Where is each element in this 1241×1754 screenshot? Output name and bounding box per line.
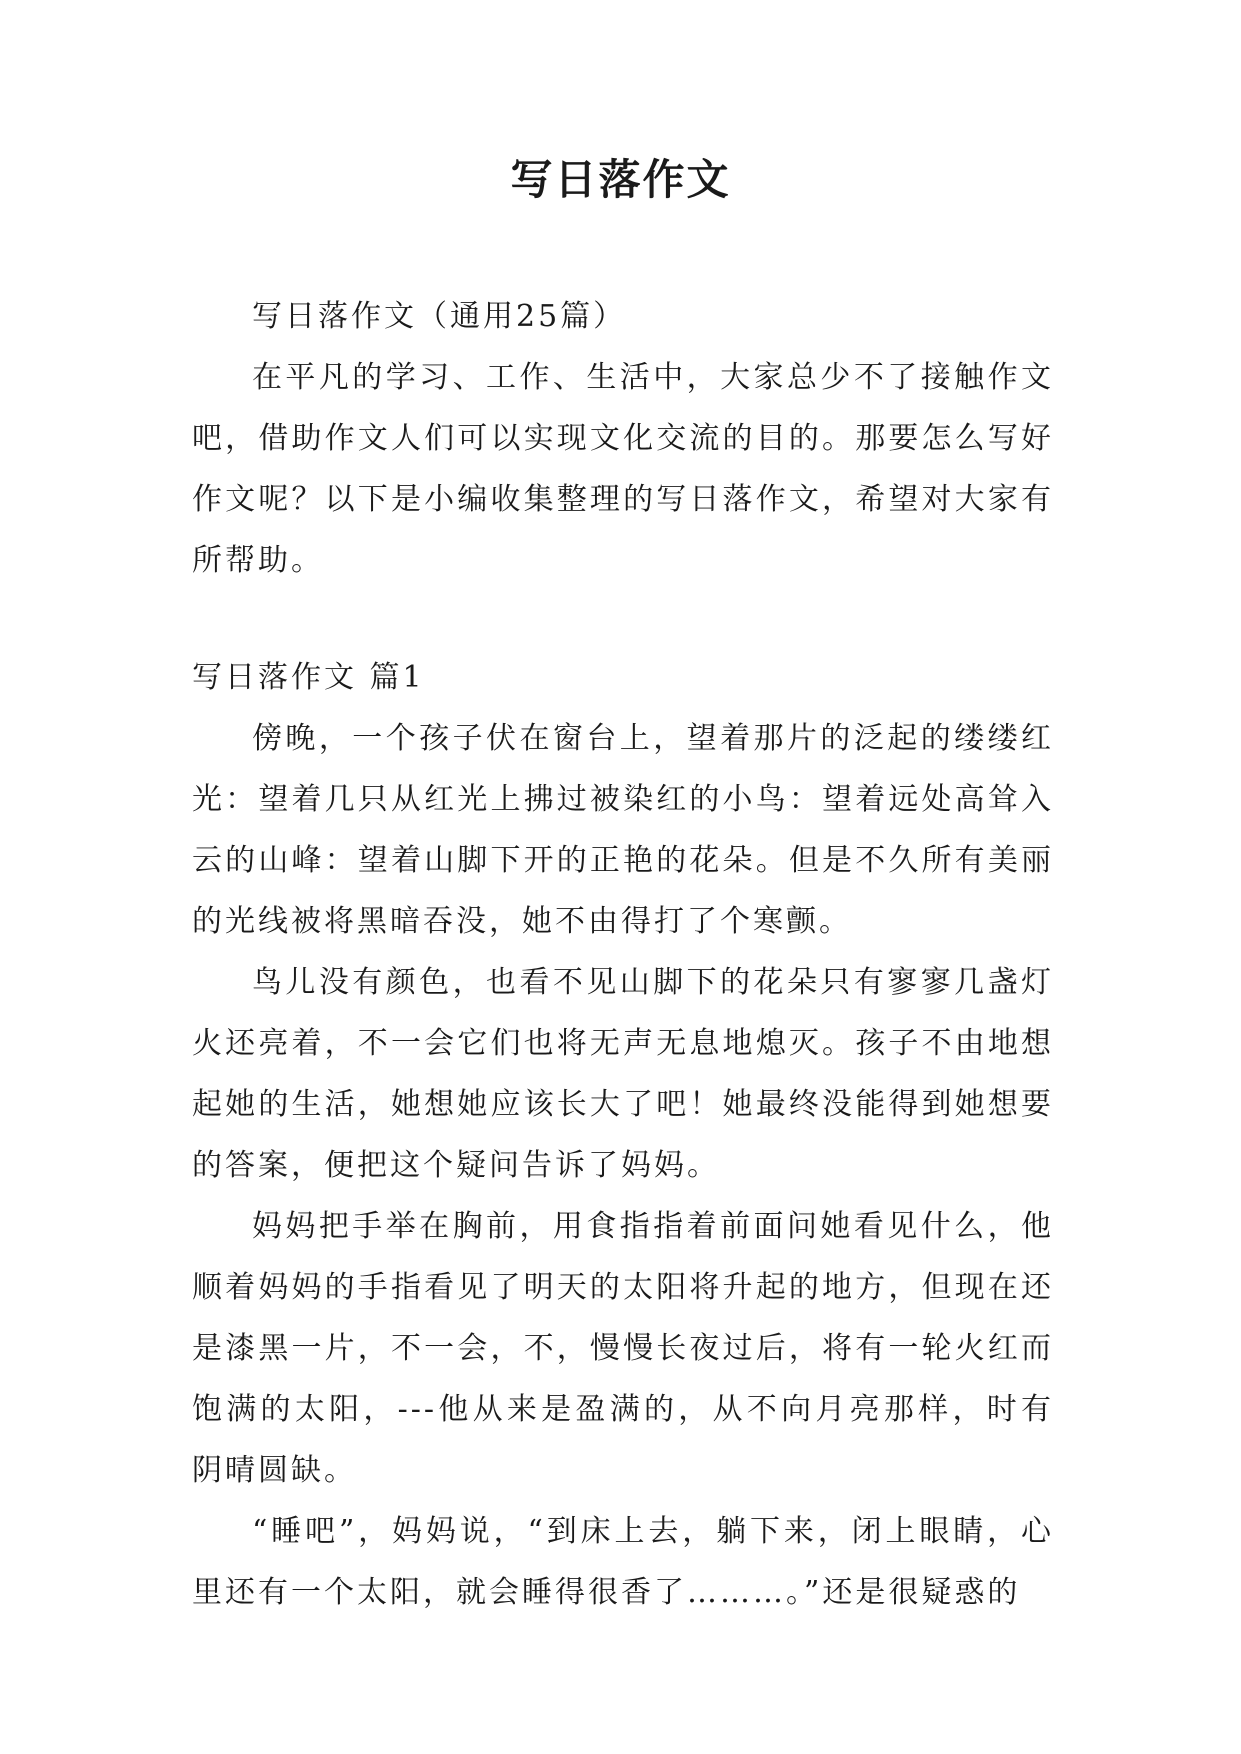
- document-title: 写日落作文: [510, 155, 731, 204]
- section-heading: 写日落作文 篇1: [192, 660, 425, 695]
- intro-paragraph: 在平凡的学习、工作、生活中，大家总少不了接触作文吧，借助作文人们可以实现文化交流的目的。那要怎么写好作文呢？以下是小编收集整理的写日落作文，希望对大家有所帮助。: [192, 360, 1054, 578]
- document-subtitle: 写日落作文（通用25篇）: [252, 299, 627, 334]
- body-paragraph: 傍晚，一个孩子伏在窗台上，望着那片的泛起的缕缕红光：望着几只从红光上拂过被染红的小鸟：望着远处高耸入云的山峰：望着山脚下开的正艳的花朵。但是不久所有美丽的光线被将黑暗吞没，她不由得打了个寒颤。: [192, 721, 1054, 939]
- body-paragraph: 妈妈把手举在胸前，用食指指着前面问她看见什么，他顺着妈妈的手指看见了明天的太阳将升起的地方，但现在还是漆黑一片，不一会，不，慢慢长夜过后，将有一轮火红而饱满的太阳，---他从来是盈满的，从不向月亮那样，时有阴晴圆缺。: [192, 1209, 1054, 1488]
- body-paragraph: 鸟儿没有颜色，也看不见山脚下的花朵只有寥寥几盏灯火还亮着，不一会它们也将无声无息地熄灭。孩子不由地想起她的生活，她想她应该长大了吧！她最终没能得到她想要的答案，便把这个疑问告诉了妈妈。: [192, 965, 1054, 1183]
- document-body: [192, 286, 1054, 1623]
- body-paragraph: “睡吧”，妈妈说，“到床上去，躺下来，闭上眼睛，心里还有一个太阳，就会睡得很香了………。”还是很疑惑的: [192, 1514, 1054, 1610]
